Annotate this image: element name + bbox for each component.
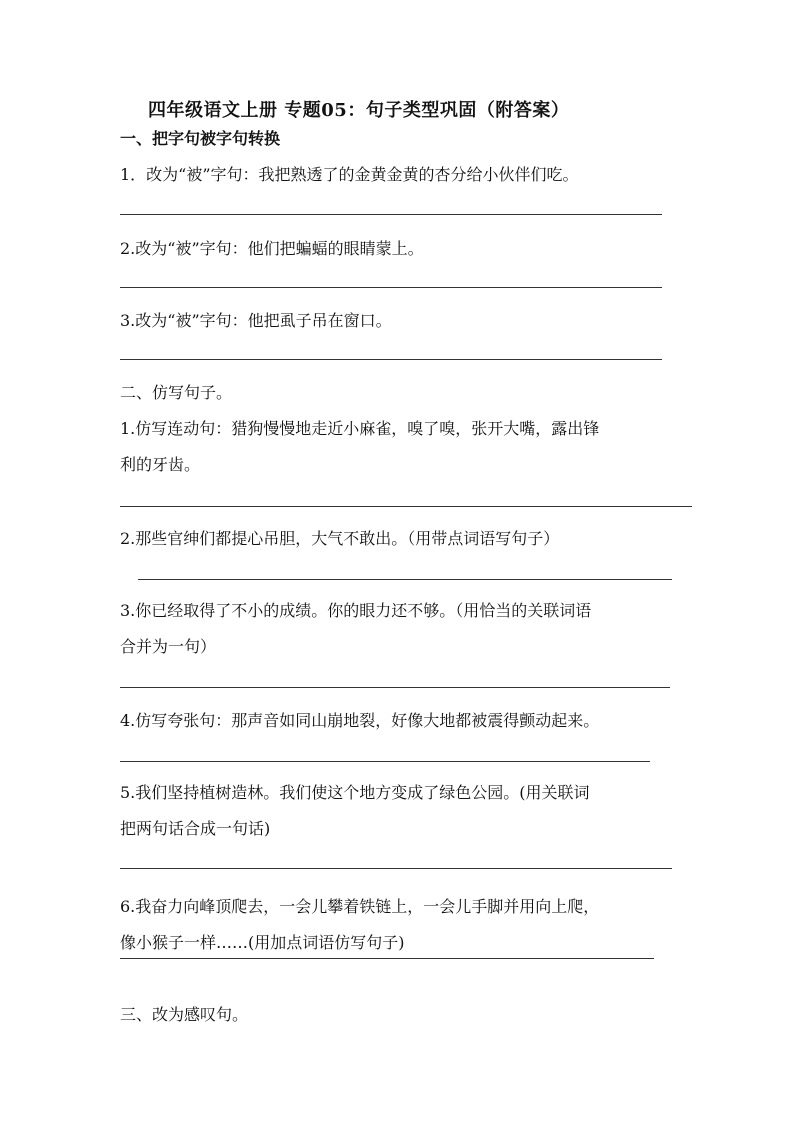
question-1-1: 1．改为“被”字句：我把熟透了的金黄金黄的杏分给小伙伴们吃。	[120, 165, 579, 184]
question-2-6-line2: 像小猴子一样……(用加点词语仿写句子)	[120, 933, 405, 952]
question-2-2: 2.那些官绅们都提心吊胆，大气不敢出。（用带点词语写句子）	[120, 529, 560, 548]
answer-line-1-3[interactable]	[120, 359, 662, 360]
answer-line-1-1[interactable]	[120, 214, 662, 215]
question-1-2: 2.改为“被”字句：他们把蝙蝠的眼睛蒙上。	[120, 239, 424, 258]
section-3-heading: 三、改为感叹句。	[120, 1005, 249, 1024]
section-2-heading: 二、仿写句子。	[120, 383, 233, 402]
question-2-3-line2: 合并为一句）	[120, 637, 217, 656]
question-2-4: 4.仿写夸张句：那声音如同山崩地裂，好像大地都被震得颤动起来。	[120, 711, 600, 730]
question-2-1-line1: 1.仿写连动句：猎狗慢慢地走近小麻雀，嗅了嗅，张开大嘴，露出锋	[120, 419, 600, 438]
question-2-6-line1: 6.我奋力向峰顶爬去，一会儿攀着铁链上，一会儿手脚并用向上爬，	[120, 897, 600, 916]
page-title: 四年级语文上册 专题05：句子类型巩固（附答案）	[148, 100, 570, 121]
answer-line-2-4[interactable]	[120, 761, 650, 762]
question-2-1-line2: 利的牙齿。	[120, 455, 201, 474]
answer-line-2-1[interactable]	[120, 506, 692, 507]
answer-line-2-3[interactable]	[120, 687, 670, 688]
question-2-5-line2: 把两句话合成一句话)	[120, 819, 271, 838]
question-2-5-line1: 5.我们坚持植树造林。我们使这个地方变成了绿色公园。(用关联词	[120, 783, 590, 802]
question-2-3-line1: 3.你已经取得了不小的成绩。你的眼力还不够。（用恰当的关联词语	[120, 601, 592, 620]
answer-line-2-6[interactable]	[120, 958, 654, 959]
answer-line-1-2[interactable]	[120, 287, 662, 288]
question-1-3: 3.改为“被”字句：他把虱子吊在窗口。	[120, 311, 392, 330]
section-1-heading: 一、把字句被字句转换	[120, 129, 281, 148]
answer-line-2-5[interactable]	[120, 868, 672, 869]
answer-line-2-2[interactable]	[138, 579, 672, 580]
